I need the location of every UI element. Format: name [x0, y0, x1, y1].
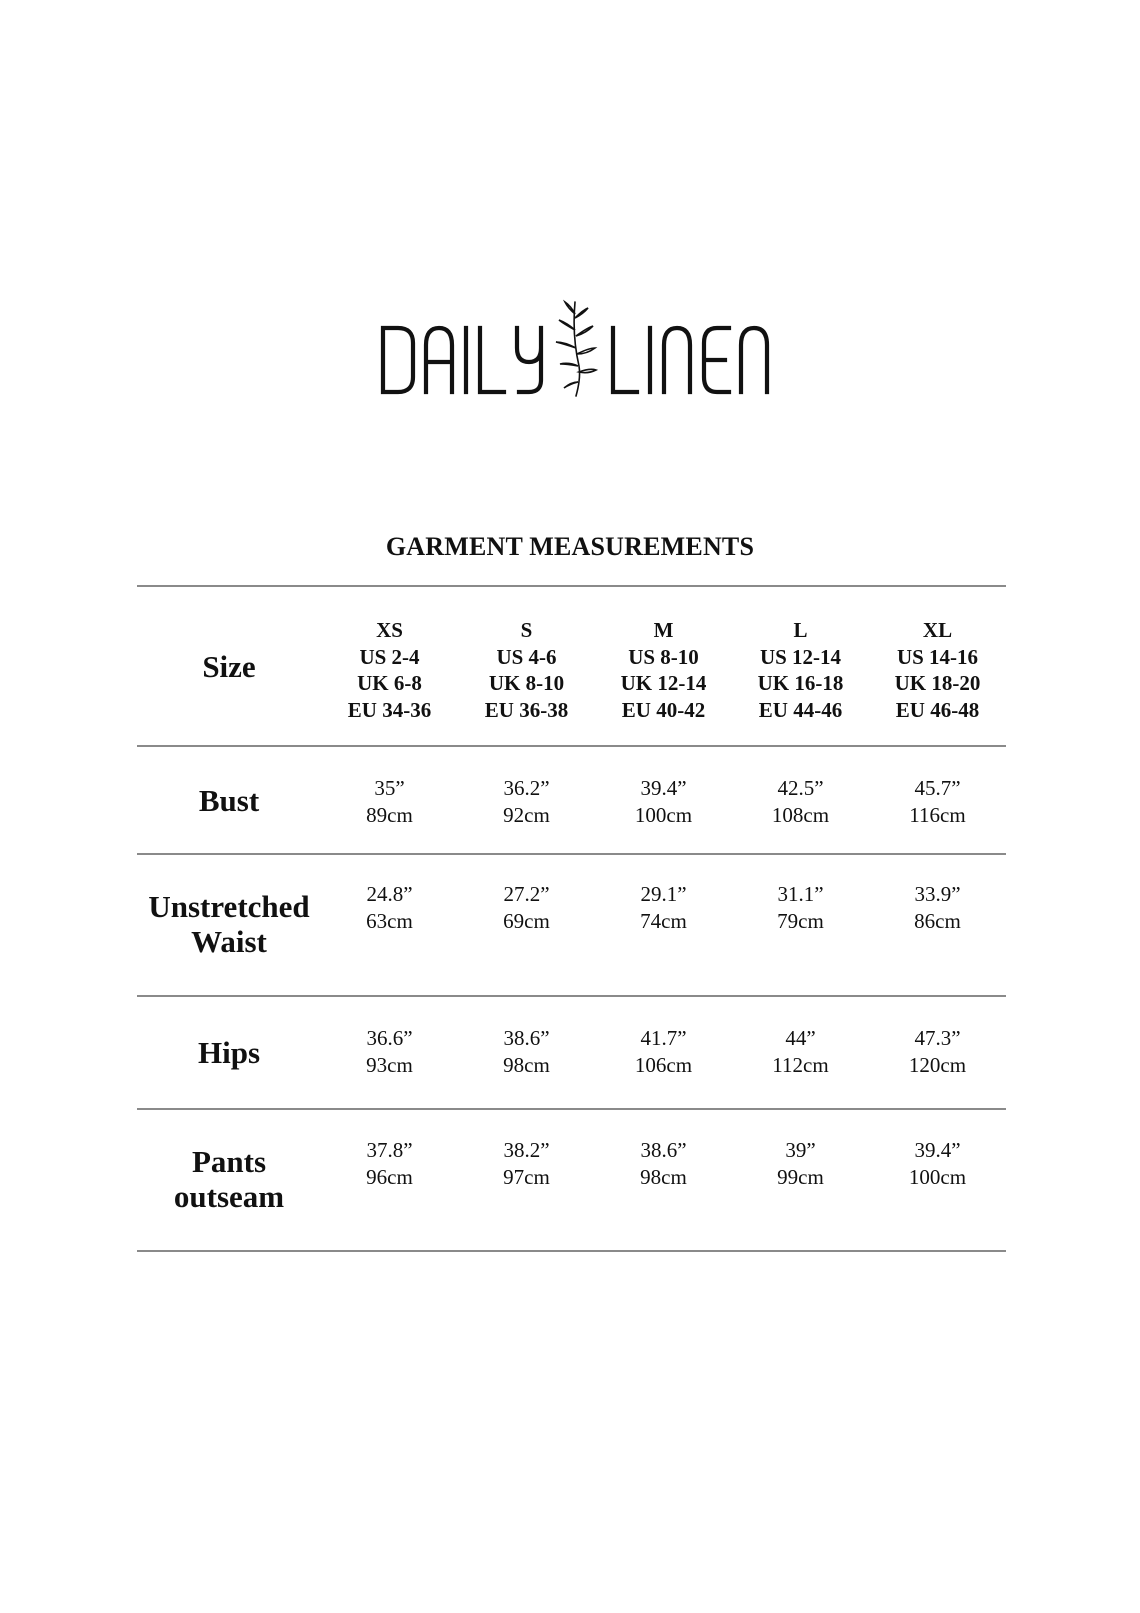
leaf-branch-icon	[556, 302, 596, 396]
value-cm: 112cm	[772, 1053, 829, 1077]
value-inch: 31.1”	[777, 882, 824, 906]
value-inch: 37.8”	[366, 1138, 413, 1162]
brand-logo	[380, 296, 770, 400]
size-name: XL	[922, 618, 953, 642]
value-cm: 69cm	[503, 909, 550, 933]
value-inch: 35”	[374, 776, 405, 800]
size-eu: EU 44-46	[758, 697, 843, 722]
table-rule-bottom	[137, 1250, 1006, 1252]
value-cm: 106cm	[634, 1053, 693, 1077]
value-cm: 79cm	[777, 909, 824, 933]
value-cell	[321, 1110, 458, 1250]
row-label-waist	[137, 855, 321, 995]
value-cm: 97cm	[503, 1165, 550, 1189]
value-cell	[869, 747, 1006, 853]
value-cm: 98cm	[640, 1165, 687, 1189]
table-row-size	[137, 587, 1006, 745]
page-title: GARMENT MEASUREMENTS	[385, 532, 755, 561]
size-uk: UK 8-10	[488, 671, 565, 695]
value-cell	[321, 997, 458, 1108]
value-cm: 63cm	[366, 909, 413, 933]
size-us: US 8-10	[628, 644, 699, 669]
value-inch: 39”	[785, 1138, 816, 1162]
size-uk: UK 16-18	[757, 671, 844, 695]
value-cm: 108cm	[771, 803, 830, 827]
row-label-line: Bust	[198, 782, 260, 818]
value-cm: 96cm	[366, 1165, 413, 1189]
row-label-hips	[137, 997, 321, 1108]
value-cell	[595, 747, 732, 853]
size-cell-s	[458, 587, 595, 745]
value-inch: 44”	[785, 1026, 816, 1050]
row-label-line: Waist	[191, 924, 267, 959]
size-uk: UK 12-14	[620, 671, 707, 695]
value-inch: 36.2”	[503, 776, 550, 800]
value-cell	[732, 747, 869, 853]
value-cell	[595, 1110, 732, 1250]
value-cm: 98cm	[503, 1053, 550, 1077]
size-us: US 12-14	[759, 644, 842, 669]
value-inch: 42.5”	[777, 776, 824, 800]
size-name: S	[520, 618, 533, 642]
value-cell	[869, 1110, 1006, 1250]
value-inch: 41.7”	[640, 1026, 687, 1050]
table-row-hips	[137, 997, 1006, 1108]
row-label-size: Size	[202, 648, 256, 684]
value-cell	[458, 747, 595, 853]
size-name: L	[793, 618, 808, 642]
value-cm: 93cm	[366, 1053, 413, 1077]
value-cell	[595, 997, 732, 1108]
value-cm: 100cm	[634, 803, 693, 827]
size-uk: UK 6-8	[357, 671, 422, 695]
value-cm: 120cm	[908, 1053, 967, 1077]
value-inch: 45.7”	[914, 776, 961, 800]
value-cell	[732, 997, 869, 1108]
size-eu: EU 34-36	[347, 697, 432, 722]
value-cell	[869, 997, 1006, 1108]
value-inch: 39.4”	[640, 776, 687, 800]
value-cell	[321, 747, 458, 853]
size-us: US 2-4	[359, 644, 420, 669]
size-us: US 14-16	[896, 644, 979, 669]
size-eu: EU 36-38	[484, 697, 569, 722]
value-inch: 38.6”	[640, 1138, 687, 1162]
size-uk: UK 18-20	[894, 671, 981, 695]
value-cm: 86cm	[914, 909, 961, 933]
table-row-pants-outseam	[137, 1110, 1006, 1250]
size-cell-l	[732, 587, 869, 745]
row-label-pants-outseam	[137, 1110, 321, 1250]
value-inch: 24.8”	[366, 882, 413, 906]
value-inch: 27.2”	[503, 882, 550, 906]
row-label-line: outseam	[173, 1179, 285, 1214]
size-cell-m	[595, 587, 732, 745]
value-inch: 29.1”	[640, 882, 687, 906]
value-cm: 89cm	[366, 803, 413, 827]
value-cm: 99cm	[777, 1165, 824, 1189]
row-label-bust	[137, 747, 321, 853]
value-cell	[732, 855, 869, 995]
size-cell-xl	[869, 587, 1006, 745]
value-cm: 116cm	[909, 803, 966, 827]
row-label-line: Pants	[191, 1144, 267, 1179]
size-eu: EU 46-48	[895, 697, 980, 722]
value-inch: 38.2”	[503, 1138, 550, 1162]
value-cell	[458, 1110, 595, 1250]
value-inch: 47.3”	[914, 1026, 961, 1050]
table-row-bust	[137, 747, 1006, 853]
measurements-table	[137, 585, 1006, 1252]
value-inch: 38.6”	[503, 1026, 550, 1050]
size-cell-xs	[321, 587, 458, 745]
value-cm: 74cm	[640, 909, 687, 933]
value-inch: 39.4”	[914, 1138, 961, 1162]
size-eu: EU 40-42	[621, 697, 706, 722]
value-cm: 92cm	[503, 803, 550, 827]
size-us: US 4-6	[496, 644, 557, 669]
daily-linen-logo	[380, 296, 770, 400]
value-cell	[732, 1110, 869, 1250]
value-cell	[321, 855, 458, 995]
table-row-waist	[137, 855, 1006, 995]
value-inch: 36.6”	[366, 1026, 413, 1050]
value-inch: 33.9”	[914, 882, 961, 906]
row-label-line: Hips	[197, 1035, 261, 1070]
value-cell	[458, 997, 595, 1108]
row-label-line: Unstretched	[148, 889, 310, 924]
size-name: XS	[376, 618, 403, 642]
value-cell	[869, 855, 1006, 995]
value-cm: 100cm	[908, 1165, 967, 1189]
size-name: M	[653, 618, 674, 642]
value-cell	[595, 855, 732, 995]
value-cell	[458, 855, 595, 995]
